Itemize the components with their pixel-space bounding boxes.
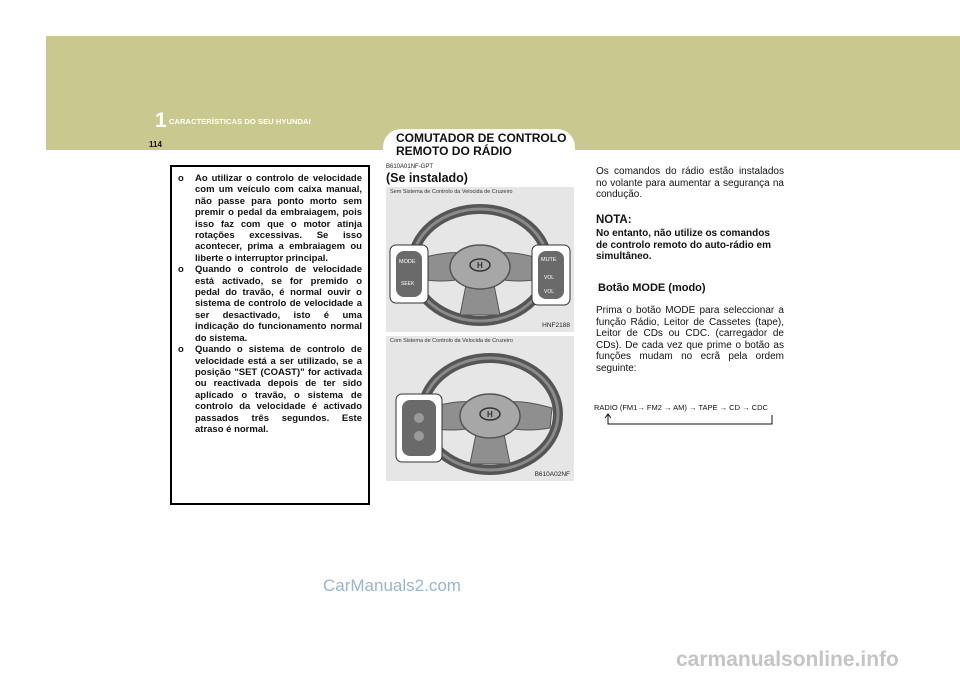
mute-label: MUTE — [541, 257, 557, 263]
section-title-line2: REMOTO DO RÁDIO — [396, 144, 512, 158]
warning-item — [178, 344, 362, 435]
steering-wheel-image-1 — [386, 187, 574, 332]
image-caption: Sem Sistema de Controlo da Velocida de Cruzeiro — [390, 189, 513, 195]
chapter-number: 1 — [155, 109, 167, 132]
steering-wheel-illustration — [386, 336, 574, 481]
note-body: No entanto, não utilize os comandos de controlo remoto do auto-rádio em simultâneo. — [596, 228, 772, 262]
vol-down-label: VOL — [544, 289, 555, 295]
image-code: HNF2188 — [542, 322, 570, 329]
steering-wheel-image-2 — [386, 336, 574, 481]
steering-wheel-illustration — [386, 187, 574, 332]
warning-item — [178, 264, 362, 344]
warning-item — [178, 173, 362, 264]
warning-text: Ao utilizar o controlo de velocidade com um veículo com caixa manual, não passe para ponto morto sem premir o pedal da embraiagem, pois isso faz com que o motor atinja rotações excessivas. Se isso acontecer, prima a embraiagem ou liberte o interruptor principal. — [195, 173, 362, 264]
vol-up-label: VOL — [544, 275, 555, 281]
subheading: (Se instalado) — [386, 171, 468, 185]
sequence-return-arrow-icon — [604, 412, 774, 425]
intro-paragraph: Os comandos do rádio estão instalados no volante para aumentar a segurança na condução. — [596, 166, 784, 200]
watermark-carmanualsonline[interactable]: carmanualsonline.info — [676, 648, 899, 671]
image-code: B610A02NF — [534, 471, 570, 478]
mode-label: MODE — [399, 259, 416, 265]
note-title: NOTA: — [596, 214, 632, 226]
section-title — [383, 129, 575, 164]
warning-text: Quando o controlo de velocidade está activado, se for premido o pedal do travão, é normal ouvir o sistema de controlo de velocidade a ser desactivado, isto é uma indicação do funcionamento normal do sistema. — [195, 264, 362, 344]
mode-button-title: Botão MODE (modo) — [598, 282, 706, 294]
mode-button-description: Prima o botão MODE para seleccionar a função Rádio, Leitor de Cassetes (tape), Leitor de CDs ou CDC. (carregador de CDs). De cada vez que prime o botão as funções mudam no ecrã pela ordem seguinte: — [596, 305, 784, 374]
seek-label: SEEK — [401, 281, 415, 287]
svg-text:H: H — [477, 261, 483, 270]
warning-box — [170, 165, 370, 505]
bullet: o — [178, 264, 184, 276]
svg-text:H: H — [487, 410, 493, 419]
section-code: B610A01NF-GPT — [386, 164, 434, 170]
mode-sequence: RADIO (FM1→ FM2 → AM) → TAPE → CD → CDC — [594, 403, 768, 412]
image-caption: Com Sistema de Controlo da Velocida de Cruzeiro — [390, 338, 513, 344]
chapter-title: CARACTERÍSTICAS DO SEU HYUNDAI — [169, 117, 311, 126]
watermark-carmanuals2[interactable]: CarManuals2.com — [323, 576, 461, 595]
page-number: 114 — [149, 140, 162, 149]
section-title-line1: COMUTADOR DE CONTROLO — [396, 131, 567, 145]
bullet: o — [178, 173, 184, 184]
warning-text: Quando o sistema de controlo de velocidade está a ser utilizado, se a posição "SET (COAST)" for activada ou reactivada depois de ter sido aplicado o travão, o sistema de controlo da velocidade é activado passados três segundos. Este atraso é normal. — [195, 344, 362, 435]
bullet: o — [178, 344, 184, 356]
